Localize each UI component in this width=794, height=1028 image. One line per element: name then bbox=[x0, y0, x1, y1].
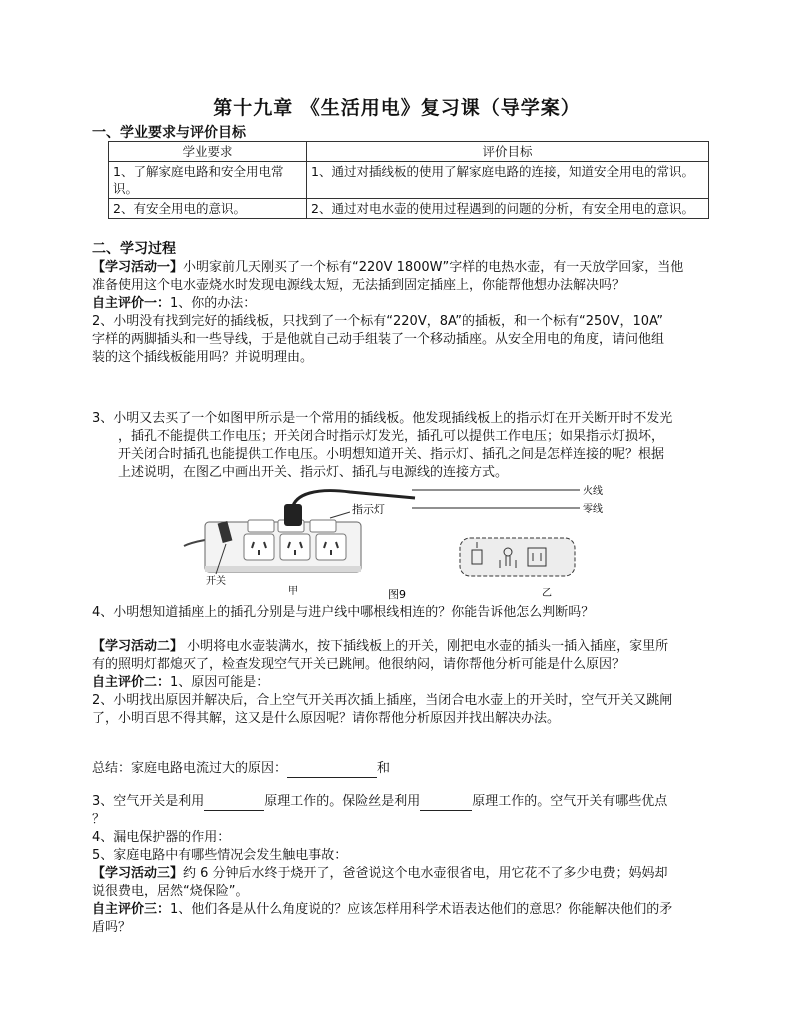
self-eval-1 bbox=[92, 295, 256, 313]
activity2-text: 小明将电水壶装满水，按下插线板上的开关，刚把电水壶的插头一插入插座，家里所 bbox=[187, 639, 669, 654]
self-eval-1-label: 自主评价一： bbox=[92, 296, 171, 311]
activity1-label: 【学习活动一】 bbox=[92, 260, 184, 275]
q3-line1: 3、小明又去买了一个如图甲所示是一个常用的插线板。他发现插线板上的指示灯在开关断开时不发光 bbox=[92, 411, 673, 426]
section-heading-2: 二、学习过程 bbox=[92, 241, 176, 257]
q2-line1: 2、小明没有找到完好的插线板，只找到了一个标有“220V，8A”的插板，和一个标有“250V，10A” bbox=[92, 314, 664, 329]
blank-field[interactable] bbox=[204, 796, 264, 811]
activity3-line1 bbox=[92, 865, 668, 883]
act2-q2-line1: 2、小明找出原因并解决后，合上空气开关再次插上插座，当闭合电水壶上的开关时，空气开关又跳闸 bbox=[92, 693, 673, 708]
self-eval-3-text: 1、他们各是从什么角度说的？应该怎样用科学术语表达他们的意思？你能解决他们的矛 bbox=[170, 902, 673, 917]
neutral-wire-label: 零线 bbox=[583, 504, 603, 515]
figure-caption: 图9 bbox=[388, 588, 406, 601]
table-row bbox=[109, 199, 709, 219]
act2-q2-line2: 了，小明百思不得其解，这又是什么原因呢？请你帮他分析原因并找出解决办法。 bbox=[92, 711, 561, 726]
act2-q3-line bbox=[92, 793, 667, 811]
table-row bbox=[109, 162, 709, 199]
self-eval-2-label: 自主评价二： bbox=[92, 675, 171, 690]
q3-line2: ，插孔不能提供工作电压；开关闭合时指示灯发光，插孔可以提供工作电压；如果指示灯损坏， bbox=[118, 429, 665, 444]
q4-line: 4、小明想知道插座上的插孔分别是与进户线中哪根线相连的？你能告诉他怎么判断吗？ bbox=[92, 605, 595, 620]
self-eval-3-line2: 盾吗？ bbox=[92, 920, 132, 935]
q3-part-a: 3、空气开关是利用 bbox=[92, 794, 205, 809]
section-heading-1: 一、学业要求与评价目标 bbox=[92, 125, 246, 141]
activity2-line2: 有的照明灯都熄灭了，检查发现空气开关已跳闸。他很纳闷，请你帮他分析可能是什么原因？ bbox=[92, 657, 626, 672]
self-eval-2-text: 1、原因可能是： bbox=[170, 675, 270, 690]
act2-q4-line: 4、漏电保护器的作用： bbox=[92, 830, 231, 845]
figure-yi-label: 乙 bbox=[542, 588, 552, 599]
table-cell: 2、有安全用电的意识。 bbox=[109, 199, 307, 219]
indicator-label: 指示灯 bbox=[352, 503, 385, 516]
q3-line3: 开关闭合时插孔也能提供工作电压。小明想知道开关、指示灯、插孔之间是怎样连接的呢？根据 bbox=[118, 447, 665, 462]
q2-line3: 装的这个插线板能用吗？并说明理由。 bbox=[92, 350, 314, 365]
figure-jia-label: 甲 bbox=[288, 586, 298, 597]
activity3-line2: 说很费电，居然“烧保险”。 bbox=[92, 884, 249, 899]
circuit-diagram bbox=[412, 490, 580, 576]
table-cell: 1、通过对插线板的使用了解家庭电路的连接，知道安全用电的常识。 bbox=[307, 162, 709, 199]
activity3-text: 约 6 分钟后水终于烧开了，爸爸说这个电水壶很省电，用它花不了多少电费；妈妈却 bbox=[183, 866, 668, 881]
q2-line2: 字样的两脚插头和一些导线，于是他就自己动手组装了一个移动插座。从安全用电的角度，请问他组 bbox=[92, 332, 665, 347]
activity1-line1 bbox=[92, 259, 683, 277]
table-header: 评价目标 bbox=[307, 142, 709, 162]
table-header: 学业要求 bbox=[109, 142, 307, 162]
blank-field[interactable] bbox=[420, 796, 472, 811]
activity1-text: 小明家前几天刚买了一个标有“220V 1800W”字样的电热水壶，有一天放学回家，当他 bbox=[183, 260, 684, 275]
activity3-label: 【学习活动三】 bbox=[92, 866, 184, 881]
table-cell: 2、通过对电水壶的使用过程遇到的问题的分析，有安全用电的意识。 bbox=[307, 199, 709, 219]
self-eval-3-label: 自主评价三： bbox=[92, 902, 171, 917]
q3-line4: 上述说明，在图乙中画出开关、指示灯、插孔与电源线的连接方式。 bbox=[118, 465, 509, 480]
table-header-row bbox=[109, 142, 709, 162]
activity2-line1 bbox=[92, 638, 668, 656]
activity2-label: 【学习活动二】 bbox=[92, 639, 184, 654]
switch-label: 开关 bbox=[206, 576, 226, 587]
self-eval-3 bbox=[92, 901, 672, 919]
summary-and: 和 bbox=[377, 761, 391, 776]
table-cell: 1、了解家庭电路和安全用电常识。 bbox=[109, 162, 307, 199]
activity1-line2: 准备使用这个电水壶烧水时发现电源线太短，无法插到固定插座上，你能帮他想办法解决吗？ bbox=[92, 278, 626, 293]
requirements-table bbox=[108, 141, 709, 219]
blank-field[interactable] bbox=[287, 763, 377, 778]
self-eval-1-text: 1、你的办法： bbox=[170, 296, 257, 311]
summary-line bbox=[92, 760, 390, 778]
q3-part-c: 原理工作的。空气开关有哪些优点 bbox=[472, 794, 668, 809]
summary-text: 总结：家庭电路电流过大的原因： bbox=[92, 761, 288, 776]
live-wire-label: 火线 bbox=[583, 486, 603, 497]
act2-q5-line: 5、家庭电路中有哪些情况会发生触电事故： bbox=[92, 848, 348, 863]
self-eval-2 bbox=[92, 674, 269, 692]
q3-part-b: 原理工作的。保险丝是利用 bbox=[264, 794, 421, 809]
page-title: 第十九章 《生活用电》复习课（导学案） bbox=[213, 97, 581, 119]
act2-q3-tail: ？ bbox=[92, 812, 106, 827]
figure-9 bbox=[180, 482, 610, 602]
